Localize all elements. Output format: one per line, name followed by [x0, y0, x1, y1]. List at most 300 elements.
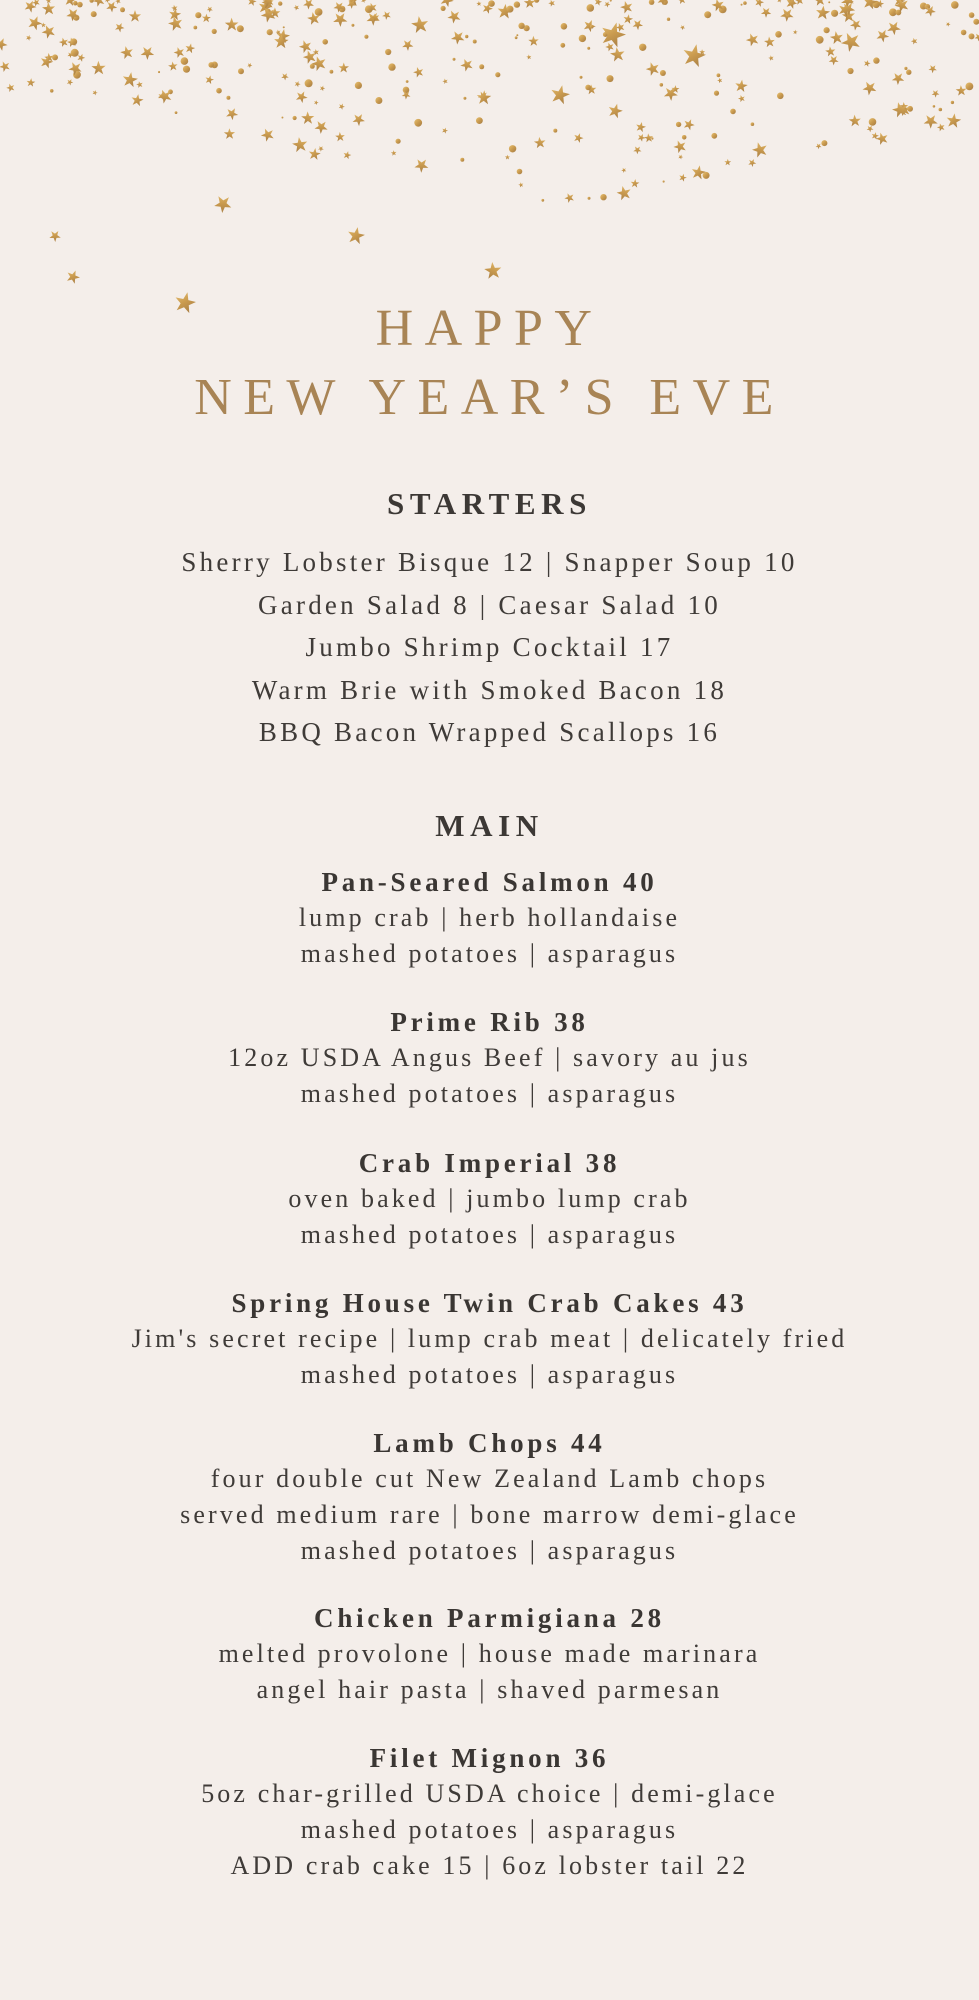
star-icon: [678, 173, 688, 182]
star-icon: [346, 0, 359, 6]
star-icon: [65, 268, 82, 285]
confetti-dot: [951, 101, 954, 104]
star-icon: [313, 99, 319, 105]
confetti-dot: [183, 66, 190, 73]
star-icon: [518, 181, 525, 188]
star-icon: [364, 9, 382, 27]
dish-sides: mashed potatoes | asparagus: [300, 939, 679, 968]
star-icon: [619, 0, 636, 15]
confetti-dot: [495, 72, 500, 77]
confetti-dot: [73, 15, 79, 21]
star-icon: [824, 45, 837, 58]
confetti-dot: [406, 80, 409, 83]
star-icon: [104, 0, 111, 3]
star-icon: [890, 99, 910, 120]
star-icon: [48, 228, 64, 243]
star-icon: [677, 0, 688, 5]
main-heading: MAIN: [435, 808, 544, 843]
star-icon: [139, 43, 157, 61]
confetti-dot: [77, 2, 83, 8]
star-icon: [338, 62, 349, 72]
star-icon: [115, 0, 123, 5]
star-icon: [412, 155, 431, 174]
confetti-dot: [906, 70, 911, 75]
star-icon: [526, 54, 533, 61]
star-icon: [119, 44, 136, 61]
confetti-dot: [339, 6, 346, 13]
star-icon: [261, 0, 277, 11]
confetti-dot: [293, 116, 297, 120]
star-icon: [893, 0, 906, 7]
dish-name: Crab Imperial 38: [358, 1148, 621, 1178]
confetti-dot: [704, 11, 711, 18]
star-icon: [829, 29, 846, 46]
confetti-dot: [788, 0, 794, 4]
star-icon: [212, 192, 236, 216]
star-icon: [921, 111, 940, 130]
star-icon: [598, 19, 628, 48]
star-icon: [257, 0, 273, 14]
star-icon: [861, 78, 880, 97]
star-icon: [847, 0, 854, 5]
star-icon: [955, 84, 969, 98]
confetti-dot: [714, 91, 719, 96]
confetti-dot: [375, 97, 382, 104]
star-icon: [505, 154, 511, 160]
confetti-dot: [816, 36, 824, 44]
star-icon: [202, 13, 211, 22]
dish-name: Chicken Parmigiana 28: [314, 1603, 665, 1633]
star-icon: [259, 125, 277, 143]
dish-name: Lamb Chops 44: [373, 1428, 606, 1458]
confetti-dot: [821, 140, 827, 146]
confetti-dot: [966, 83, 974, 91]
confetti-dot: [479, 64, 484, 69]
confetti-dot: [933, 105, 936, 108]
dish-sides: angel hair pasta | shaved parmesan: [256, 1675, 723, 1704]
confetti-dot: [610, 0, 612, 2]
confetti-dot: [463, 97, 466, 100]
dish-description: 5oz char-grilled USDA choice | demi-glace: [201, 1779, 778, 1808]
dish-name: Pan-Seared Salmon 40: [321, 867, 658, 897]
confetti-dot: [465, 35, 468, 38]
star-icon: [563, 191, 576, 204]
star-icon: [871, 131, 880, 140]
star-icon: [113, 21, 126, 33]
star-icon: [291, 135, 311, 155]
confetti-dot: [310, 64, 315, 69]
star-icon: [523, 0, 537, 10]
confetti-dot: [507, 6, 514, 13]
star-icon: [615, 183, 634, 202]
dish-pan-seared-salmon: [0, 864, 979, 972]
confetti-dot: [587, 47, 590, 50]
confetti-dot: [330, 70, 334, 74]
star-icon: [737, 94, 747, 104]
star-icon: [400, 89, 412, 101]
star-icon: [66, 36, 79, 49]
confetti-dot: [667, 18, 670, 21]
star-icon: [785, 0, 799, 10]
star-icon: [594, 0, 603, 6]
star-icon: [630, 179, 640, 188]
star-icon: [342, 150, 352, 159]
confetti-dot: [951, 1, 959, 9]
confetti-dot: [711, 133, 717, 139]
star-icon: [92, 89, 99, 96]
dish-description: melted provolone | house made marinara: [218, 1639, 761, 1668]
confetti-dot: [873, 57, 879, 63]
star-icon: [269, 6, 282, 20]
star-icon: [400, 37, 415, 52]
confetti-dot: [212, 29, 217, 34]
confetti-dot: [719, 5, 727, 13]
confetti-dot: [824, 27, 830, 33]
confetti-dot: [831, 10, 838, 17]
star-icon: [609, 45, 628, 64]
confetti-dot: [396, 139, 401, 144]
star-icon: [635, 121, 647, 133]
confetti-dot: [355, 82, 362, 89]
star-icon: [301, 0, 316, 11]
confetti-dot: [89, 0, 93, 3]
confetti-dot: [193, 26, 197, 30]
star-icon: [656, 0, 669, 6]
dish-sides: mashed potatoes | asparagus: [300, 1360, 679, 1389]
star-icon: [274, 34, 289, 48]
confetti-dot: [743, 1, 747, 5]
confetti-dot: [580, 76, 583, 79]
star-icon: [582, 18, 598, 33]
confetti-dot: [663, 180, 665, 182]
confetti-dot: [168, 89, 173, 94]
star-icon: [840, 0, 858, 17]
star-icon: [306, 10, 323, 27]
star-icon: [813, 0, 828, 8]
star-icon: [275, 28, 291, 44]
star-icon: [390, 149, 397, 156]
confetti-dot: [226, 96, 230, 100]
star-icon: [5, 82, 16, 93]
star-icon: [631, 17, 645, 31]
confetti-dot: [322, 39, 328, 45]
dish-filet-mignon: [0, 1740, 979, 1884]
star-icon: [662, 84, 681, 103]
star-icon: [370, 12, 381, 23]
star-icon: [827, 53, 841, 66]
star-icon: [459, 56, 476, 73]
confetti-dot: [52, 54, 58, 60]
star-icon: [293, 3, 301, 11]
confetti-dot: [278, 1, 282, 5]
star-icon: [973, 31, 979, 42]
confetti-dot: [717, 73, 721, 77]
star-icon: [67, 59, 85, 77]
confetti-dot: [553, 129, 557, 133]
star-icon: [308, 147, 321, 160]
confetti-dot: [730, 109, 736, 115]
confetti-dot: [920, 3, 927, 10]
star-icon: [549, 83, 572, 105]
confetti-dot: [651, 137, 653, 139]
star-icon: [313, 117, 331, 135]
confetti-dot: [267, 29, 273, 35]
dish-sides: mashed potatoes | asparagus: [300, 1079, 679, 1108]
dish-lamb-chops: [0, 1425, 979, 1569]
star-icon: [346, 226, 366, 245]
star-icon: [533, 135, 548, 150]
star-icon: [66, 51, 74, 59]
confetti-dot: [869, 118, 877, 126]
star-icon: [441, 127, 449, 135]
star-icon: [763, 35, 777, 49]
star-icon: [334, 131, 346, 143]
dish-name: Filet Mignon 36: [369, 1743, 610, 1773]
star-icon: [837, 1, 854, 17]
star-icon: [528, 34, 541, 47]
confetti-dot: [961, 30, 967, 36]
confetti-dot: [524, 25, 530, 31]
star-icon: [607, 102, 625, 119]
star-icon: [261, 0, 276, 9]
confetti-dot: [588, 197, 591, 200]
star-icon: [874, 130, 890, 147]
star-icon: [783, 12, 791, 20]
dish-prime-rib: [0, 1004, 979, 1112]
confetti-dot: [751, 122, 755, 126]
confetti-dot: [120, 7, 125, 12]
star-icon: [317, 144, 325, 152]
star-icon: [724, 159, 731, 166]
star-icon: [636, 132, 646, 142]
starters-list: [0, 541, 979, 754]
star-icon: [319, 85, 326, 92]
confetti-dot: [181, 57, 189, 65]
star-icon: [157, 92, 166, 100]
confetti-dot: [607, 75, 614, 82]
star-icon: [410, 13, 432, 36]
confetti-dot: [441, 6, 446, 11]
star-icon: [885, 18, 903, 36]
star-icon: [41, 0, 57, 17]
confetti-dot: [517, 169, 523, 175]
star-icon: [31, 0, 41, 7]
star-icon: [136, 80, 145, 89]
confetti-dot: [50, 89, 54, 93]
confetti-dot: [211, 62, 218, 69]
star-icon: [945, 112, 961, 128]
star-icon: [184, 42, 196, 53]
confetti-dot: [71, 49, 79, 57]
star-icon: [744, 31, 761, 49]
confetti-dot: [365, 5, 373, 13]
starter-item: BBQ Bacon Wrapped Scallops 16: [258, 717, 721, 747]
star-icon: [338, 102, 346, 110]
star-icon: [815, 142, 823, 150]
star-icon: [26, 78, 36, 87]
star-icon: [476, 0, 482, 7]
confetti-dot: [605, 31, 607, 33]
confetti-dot: [603, 32, 608, 37]
confetti-dot: [414, 119, 422, 127]
star-icon: [483, 260, 505, 282]
star-icon: [699, 48, 706, 56]
star-icon: [690, 164, 706, 180]
star-icon: [204, 74, 215, 84]
confetti-dot: [364, 35, 368, 39]
star-icon: [644, 59, 662, 78]
confetti-dot: [238, 68, 244, 74]
star-icon: [172, 45, 187, 60]
star-icon: [167, 60, 179, 72]
confetti-dot: [541, 199, 544, 202]
dish-sides: mashed potatoes | asparagus: [300, 1815, 679, 1844]
confetti-dot: [792, 1, 795, 4]
confetti-dot: [208, 62, 214, 68]
confetti-dot: [473, 40, 477, 44]
star-icon: [446, 7, 464, 25]
confetti-dot: [73, 71, 81, 79]
star-icon: [815, 5, 830, 20]
star-icon: [623, 13, 634, 24]
confetti-dot: [534, 0, 539, 3]
confetti-dot: [660, 70, 666, 76]
confetti-dot: [388, 63, 395, 70]
star-icon: [40, 22, 46, 29]
star-icon: [45, 0, 52, 4]
starter-item: Warm Brie with Smoked Bacon 18: [251, 674, 728, 705]
star-icon: [778, 5, 796, 23]
star-icon: [863, 59, 871, 67]
confetti-dot: [973, 19, 979, 25]
star-icon: [381, 9, 393, 21]
dish-chicken-parmigiana: [0, 1600, 979, 1708]
star-icon: [672, 138, 689, 156]
confetti-dot: [777, 93, 784, 100]
dish-description: 12oz USDA Angus Beef | savory au jus: [228, 1043, 751, 1072]
title-line-1: HAPPY: [375, 300, 604, 357]
confetti-dot: [925, 4, 931, 10]
star-icon: [64, 5, 82, 23]
starter-item: Jumbo Shrimp Cocktail 17: [305, 632, 674, 662]
star-icon: [893, 0, 912, 15]
confetti-dot: [514, 1, 520, 7]
star-icon: [841, 7, 858, 24]
star-icon: [104, 0, 119, 13]
star-icon: [366, 1, 379, 15]
star-icon: [793, 29, 798, 34]
star-icon: [167, 14, 186, 34]
star-icon: [121, 71, 138, 88]
confetti-dot: [516, 34, 518, 36]
star-icon: [632, 144, 643, 155]
confetti-dot: [158, 71, 160, 73]
star-icon: [91, 0, 107, 8]
confetti-dot: [579, 35, 586, 42]
star-icon: [0, 36, 10, 52]
confetti-dot: [676, 122, 681, 127]
star-icon: [25, 34, 32, 41]
star-icon: [794, 0, 806, 6]
confetti-dot: [305, 79, 313, 87]
star-icon: [294, 89, 310, 104]
confetti-dot: [70, 38, 77, 45]
star-icon: [332, 0, 347, 14]
star-icon: [63, 0, 77, 6]
confetti-dot: [741, 4, 743, 6]
star-icon: [586, 83, 599, 96]
confetti-dot: [649, 0, 655, 5]
star-icon: [168, 7, 182, 20]
star-icon: [206, 5, 214, 13]
title-line-2: NEW YEAR’S EVE: [194, 369, 785, 426]
star-icon: [331, 9, 350, 28]
star-icon: [449, 28, 468, 47]
confetti-dot: [703, 172, 710, 179]
star-icon: [280, 71, 290, 81]
confetti-dot: [561, 23, 568, 30]
gold-star-confetti: [0, 0, 979, 330]
confetti-dot: [216, 88, 222, 94]
star-icon: [866, 124, 875, 133]
confetti-dot: [969, 33, 975, 39]
star-icon: [40, 22, 59, 41]
confetti-dot: [281, 117, 283, 119]
star-icon: [223, 127, 237, 141]
confetti-dot: [939, 108, 943, 112]
star-icon: [412, 65, 426, 79]
star-icon: [294, 80, 302, 88]
dish-sides: mashed potatoes | asparagus: [300, 1220, 679, 1249]
star-icon: [442, 77, 449, 85]
star-icon: [899, 101, 910, 112]
dish-name: Spring House Twin Crab Cakes 43: [231, 1288, 748, 1318]
star-icon: [360, 0, 367, 3]
star-icon: [747, 157, 758, 167]
star-icon: [750, 139, 771, 160]
star-icon: [297, 37, 314, 54]
star-icon: [875, 0, 885, 8]
star-icon: [897, 102, 913, 118]
dish-description: four double cut New Zealand Lamb chops: [210, 1464, 769, 1493]
confetti-dot: [509, 145, 516, 152]
star-icon: [671, 85, 679, 93]
star-icon: [66, 78, 75, 86]
star-icon: [603, 0, 611, 8]
confetti-dot: [896, 10, 902, 16]
confetti-dot: [847, 68, 853, 74]
dish-description: oven baked | jumbo lump crab: [288, 1184, 691, 1213]
dish-sides: mashed potatoes | asparagus: [300, 1536, 679, 1565]
star-icon: [910, 36, 919, 45]
dish-add-ons: ADD crab cake 15 | 6oz lobster tail 22: [230, 1851, 749, 1880]
confetti-dot: [518, 23, 524, 29]
confetti-dot: [265, 9, 271, 15]
confetti-dot: [237, 25, 244, 32]
star-icon: [476, 90, 491, 104]
star-icon: [679, 24, 686, 31]
star-icon: [710, 0, 727, 13]
confetti-dot: [195, 12, 201, 18]
star-icon: [76, 52, 86, 62]
confetti-dot: [660, 83, 664, 87]
star-icon: [0, 59, 13, 74]
star-icon: [681, 42, 708, 68]
star-icon: [839, 0, 857, 9]
confetti-dot: [600, 194, 606, 200]
star-icon: [604, 41, 616, 53]
confetti-dot: [283, 26, 285, 28]
